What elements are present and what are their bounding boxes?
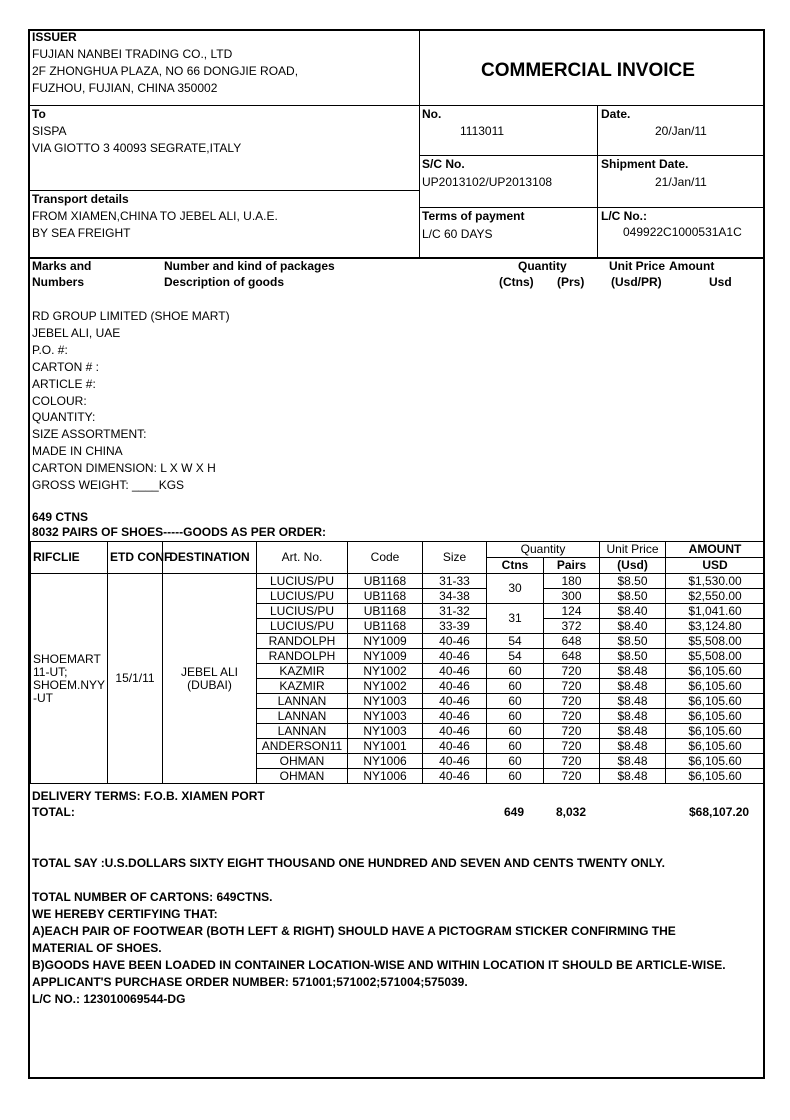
price-cell: $8.48 <box>600 694 666 709</box>
header-rule-1 <box>30 105 764 106</box>
price-cell: $8.50 <box>600 649 666 664</box>
invoice-no-value: 1113011 <box>460 124 505 138</box>
issuer-line-1: FUJIAN NANBEI TRADING CO., LTD <box>32 47 233 61</box>
price-cell: $8.48 <box>600 679 666 694</box>
size-cell: 40-46 <box>423 694 487 709</box>
size-cell: 40-46 <box>423 769 487 784</box>
prs-header: (Prs) <box>557 275 585 289</box>
unit-price-header-2: (Usd/PR) <box>611 275 662 289</box>
transport-line-1: FROM XIAMEN,CHINA TO JEBEL ALI, U.A.E. <box>32 209 278 223</box>
table-row <box>31 574 765 589</box>
amount-header-2: Usd <box>709 275 732 289</box>
col-amount: AMOUNT <box>666 542 765 558</box>
transport-label: Transport details <box>32 192 129 206</box>
amount-cell: $1,530.00 <box>666 574 765 589</box>
header-divider-vertical <box>419 30 420 258</box>
price-cell: $8.48 <box>600 724 666 739</box>
col-usd: USD <box>666 558 765 574</box>
amount-cell: $6,105.60 <box>666 724 765 739</box>
ctns-cell: 30 <box>487 574 544 604</box>
destination-cell: JEBEL ALI (DUBAI) <box>163 574 257 784</box>
shipment-date-label: Shipment Date. <box>601 157 689 171</box>
code-cell: NY1003 <box>348 724 423 739</box>
size-cell: 40-46 <box>423 664 487 679</box>
ctns-cell: 60 <box>487 739 544 754</box>
size-cell: 40-46 <box>423 754 487 769</box>
summary-pairs: 8032 PAIRS OF SHOES-----GOODS AS PER ORDER: <box>32 525 327 539</box>
code-cell: NY1006 <box>348 754 423 769</box>
col-destination: DESTINATION <box>163 542 257 574</box>
art-no-cell: LUCIUS/PU <box>257 574 348 589</box>
price-cell: $8.48 <box>600 664 666 679</box>
marks-line: P.O. #: <box>32 343 68 357</box>
ctns-cell: 60 <box>487 754 544 769</box>
code-cell: UB1168 <box>348 574 423 589</box>
total-say: TOTAL SAY :U.S.DOLLARS SIXTY EIGHT THOUSAND ONE HUNDRED AND SEVEN AND CENTS TWENTY ONLY. <box>32 856 665 870</box>
lc-no-label: L/C No.: <box>601 209 647 223</box>
size-cell: 40-46 <box>423 709 487 724</box>
price-cell: $8.48 <box>600 754 666 769</box>
art-no-cell: LANNAN <box>257 694 348 709</box>
amount-cell: $5,508.00 <box>666 634 765 649</box>
date-label: Date. <box>601 107 631 121</box>
size-cell: 40-46 <box>423 649 487 664</box>
col-ctns: Ctns <box>487 558 544 574</box>
art-no-cell: LANNAN <box>257 724 348 739</box>
size-cell: 31-33 <box>423 574 487 589</box>
amount-header-1: Amount <box>669 259 715 273</box>
shipment-date-value: 21/Jan/11 <box>655 175 707 189</box>
marks-line: GROSS WEIGHT: ____KGS <box>32 478 185 492</box>
header-divider-date <box>597 105 598 258</box>
marks-line: SIZE ASSORTMENT: <box>32 427 147 441</box>
ctns-header: (Ctns) <box>499 275 534 289</box>
date-value: 20/Jan/11 <box>655 124 707 138</box>
pairs-cell: 720 <box>544 724 600 739</box>
total-amount: $68,107.20 <box>689 805 750 819</box>
issuer-line-3: FUZHOU, FUJIAN, CHINA 350002 <box>32 81 218 95</box>
pairs-cell: 720 <box>544 694 600 709</box>
col-rifclie: RIFCLIE <box>31 542 108 574</box>
amount-cell: $5,508.00 <box>666 649 765 664</box>
art-no-cell: LANNAN <box>257 709 348 724</box>
unit-price-header-1: Unit Price <box>609 259 666 273</box>
art-no-cell: KAZMIR <box>257 664 348 679</box>
issuer-line-2: 2F ZHONGHUA PLAZA, NO 66 DONGJIE ROAD, <box>32 64 299 78</box>
marks-line: CARTON # : <box>32 360 99 374</box>
price-cell: $8.48 <box>600 739 666 754</box>
pairs-cell: 720 <box>544 709 600 724</box>
ctns-cell: 60 <box>487 769 544 784</box>
code-cell: UB1168 <box>348 619 423 634</box>
size-cell: 40-46 <box>423 679 487 694</box>
header-rule-3 <box>30 190 419 191</box>
amount-cell: $6,105.60 <box>666 739 765 754</box>
packages-header-2: Description of goods <box>164 275 284 289</box>
art-no-cell: RANDOLPH <box>257 649 348 664</box>
code-cell: NY1002 <box>348 679 423 694</box>
delivery-terms: DELIVERY TERMS: F.O.B. XIAMEN PORT <box>32 789 265 803</box>
pairs-cell: 372 <box>544 619 600 634</box>
sc-no-value: UP2013102/UP2013108 <box>422 175 553 189</box>
etd-cell: 15/1/11 <box>108 574 163 784</box>
pairs-cell: 720 <box>544 664 600 679</box>
code-cell: NY1001 <box>348 739 423 754</box>
to-label: To <box>32 107 46 121</box>
footer-line: APPLICANT'S PURCHASE ORDER NUMBER: 571001;571002;571004;575039. <box>32 975 468 989</box>
code-cell: NY1006 <box>348 769 423 784</box>
col-unit-price: Unit Price <box>600 542 666 558</box>
art-no-cell: LUCIUS/PU <box>257 619 348 634</box>
header-rule-4 <box>419 207 764 208</box>
price-cell: $8.48 <box>600 709 666 724</box>
amount-cell: $6,105.60 <box>666 769 765 784</box>
code-cell: UB1168 <box>348 589 423 604</box>
amount-cell: $1,041.60 <box>666 604 765 619</box>
pairs-cell: 720 <box>544 739 600 754</box>
marks-header-1: Marks and <box>32 259 92 273</box>
pairs-cell: 124 <box>544 604 600 619</box>
amount-cell: $3,124.80 <box>666 619 765 634</box>
price-cell: $8.40 <box>600 619 666 634</box>
footer-line: TOTAL NUMBER OF CARTONS: 649CTNS. <box>32 890 273 904</box>
col-etd: ETD CONF <box>108 542 163 574</box>
size-cell: 40-46 <box>423 724 487 739</box>
packages-header-1: Number and kind of packages <box>164 259 335 273</box>
art-no-cell: OHMAN <box>257 754 348 769</box>
footer-line: A)EACH PAIR OF FOOTWEAR (BOTH LEFT & RIGHT) SHOULD HAVE A PICTOGRAM STICKER CONFIRMING THE <box>32 924 676 938</box>
size-cell: 40-46 <box>423 739 487 754</box>
sc-no-label: S/C No. <box>422 157 465 171</box>
footer-line: B)GOODS HAVE BEEN LOADED IN CONTAINER LOCATION-WISE AND WITHIN LOCATION IT SHOULD BE ARTICLE-WISE. <box>32 958 726 972</box>
ctns-cell: 60 <box>487 709 544 724</box>
marks-line: QUANTITY: <box>32 410 96 424</box>
to-line-2: VIA GIOTTO 3 40093 SEGRATE,ITALY <box>32 141 242 155</box>
code-cell: NY1003 <box>348 709 423 724</box>
summary-ctns: 649 CTNS <box>32 510 89 524</box>
lc-no-value: 049922C1000531A1C <box>623 225 742 239</box>
footer-line: L/C NO.: 123010069544-DG <box>32 992 186 1006</box>
col-size: Size <box>423 542 487 574</box>
pairs-cell: 648 <box>544 649 600 664</box>
code-cell: NY1002 <box>348 664 423 679</box>
code-cell: UB1168 <box>348 604 423 619</box>
price-cell: $8.50 <box>600 574 666 589</box>
to-line-1: SISPA <box>32 124 67 138</box>
items-table <box>30 541 765 784</box>
ctns-cell: 60 <box>487 694 544 709</box>
amount-cell: $6,105.60 <box>666 679 765 694</box>
code-cell: NY1003 <box>348 694 423 709</box>
art-no-cell: LUCIUS/PU <box>257 604 348 619</box>
col-art-no: Art. No. <box>257 542 348 574</box>
issuer-label: ISSUER <box>32 30 77 44</box>
art-no-cell: RANDOLPH <box>257 634 348 649</box>
footer-line: WE HEREBY CERTIFYING THAT: <box>32 907 218 921</box>
pairs-cell: 720 <box>544 769 600 784</box>
amount-cell: $6,105.60 <box>666 664 765 679</box>
art-no-cell: OHMAN <box>257 769 348 784</box>
pairs-cell: 648 <box>544 634 600 649</box>
size-cell: 33-39 <box>423 619 487 634</box>
pairs-cell: 720 <box>544 754 600 769</box>
document-title: COMMERCIAL INVOICE <box>481 60 695 81</box>
amount-cell: $6,105.60 <box>666 709 765 724</box>
marks-line: JEBEL ALI, UAE <box>32 326 121 340</box>
amount-cell: $2,550.00 <box>666 589 765 604</box>
total-ctns: 649 <box>504 805 525 819</box>
col-code: Code <box>348 542 423 574</box>
ctns-cell: 60 <box>487 679 544 694</box>
ctns-cell: 60 <box>487 664 544 679</box>
ctns-cell: 60 <box>487 724 544 739</box>
ctns-cell: 31 <box>487 604 544 634</box>
col-pairs: Pairs <box>544 558 600 574</box>
col-usd-paren: (Usd) <box>600 558 666 574</box>
col-quantity: Quantity <box>487 542 600 558</box>
payment-value: L/C 60 DAYS <box>422 227 493 241</box>
pairs-cell: 180 <box>544 574 600 589</box>
marks-line: MADE IN CHINA <box>32 444 123 458</box>
art-no-cell: LUCIUS/PU <box>257 589 348 604</box>
price-cell: $8.48 <box>600 769 666 784</box>
art-no-cell: ANDERSON11 <box>257 739 348 754</box>
pairs-cell: 720 <box>544 679 600 694</box>
price-cell: $8.40 <box>600 604 666 619</box>
marks-line: CARTON DIMENSION: L X W X H <box>32 461 216 475</box>
rifclie-cell: SHOEMART 11-UT; SHOEM.NYY -UT <box>31 574 108 784</box>
art-no-cell: KAZMIR <box>257 679 348 694</box>
ctns-cell: 54 <box>487 634 544 649</box>
price-cell: $8.50 <box>600 589 666 604</box>
ctns-cell: 54 <box>487 649 544 664</box>
pairs-cell: 300 <box>544 589 600 604</box>
marks-line: COLOUR: <box>32 394 87 408</box>
marks-header-2: Numbers <box>32 275 85 289</box>
invoice-no-label: No. <box>422 107 442 121</box>
header-rule-2 <box>419 155 764 156</box>
code-cell: NY1009 <box>348 649 423 664</box>
amount-cell: $6,105.60 <box>666 754 765 769</box>
transport-line-2: BY SEA FREIGHT <box>32 226 131 240</box>
footer-line: MATERIAL OF SHOES. <box>32 941 162 955</box>
amount-cell: $6,105.60 <box>666 694 765 709</box>
marks-line: ARTICLE #: <box>32 377 96 391</box>
size-cell: 34-38 <box>423 589 487 604</box>
size-cell: 31-32 <box>423 604 487 619</box>
code-cell: NY1009 <box>348 634 423 649</box>
size-cell: 40-46 <box>423 634 487 649</box>
total-label: TOTAL: <box>32 805 75 819</box>
quantity-header: Quantity <box>518 259 567 273</box>
price-cell: $8.50 <box>600 634 666 649</box>
marks-line: RD GROUP LIMITED (SHOE MART) <box>32 309 230 323</box>
payment-label: Terms of payment <box>422 209 525 223</box>
total-pairs: 8,032 <box>556 805 587 819</box>
